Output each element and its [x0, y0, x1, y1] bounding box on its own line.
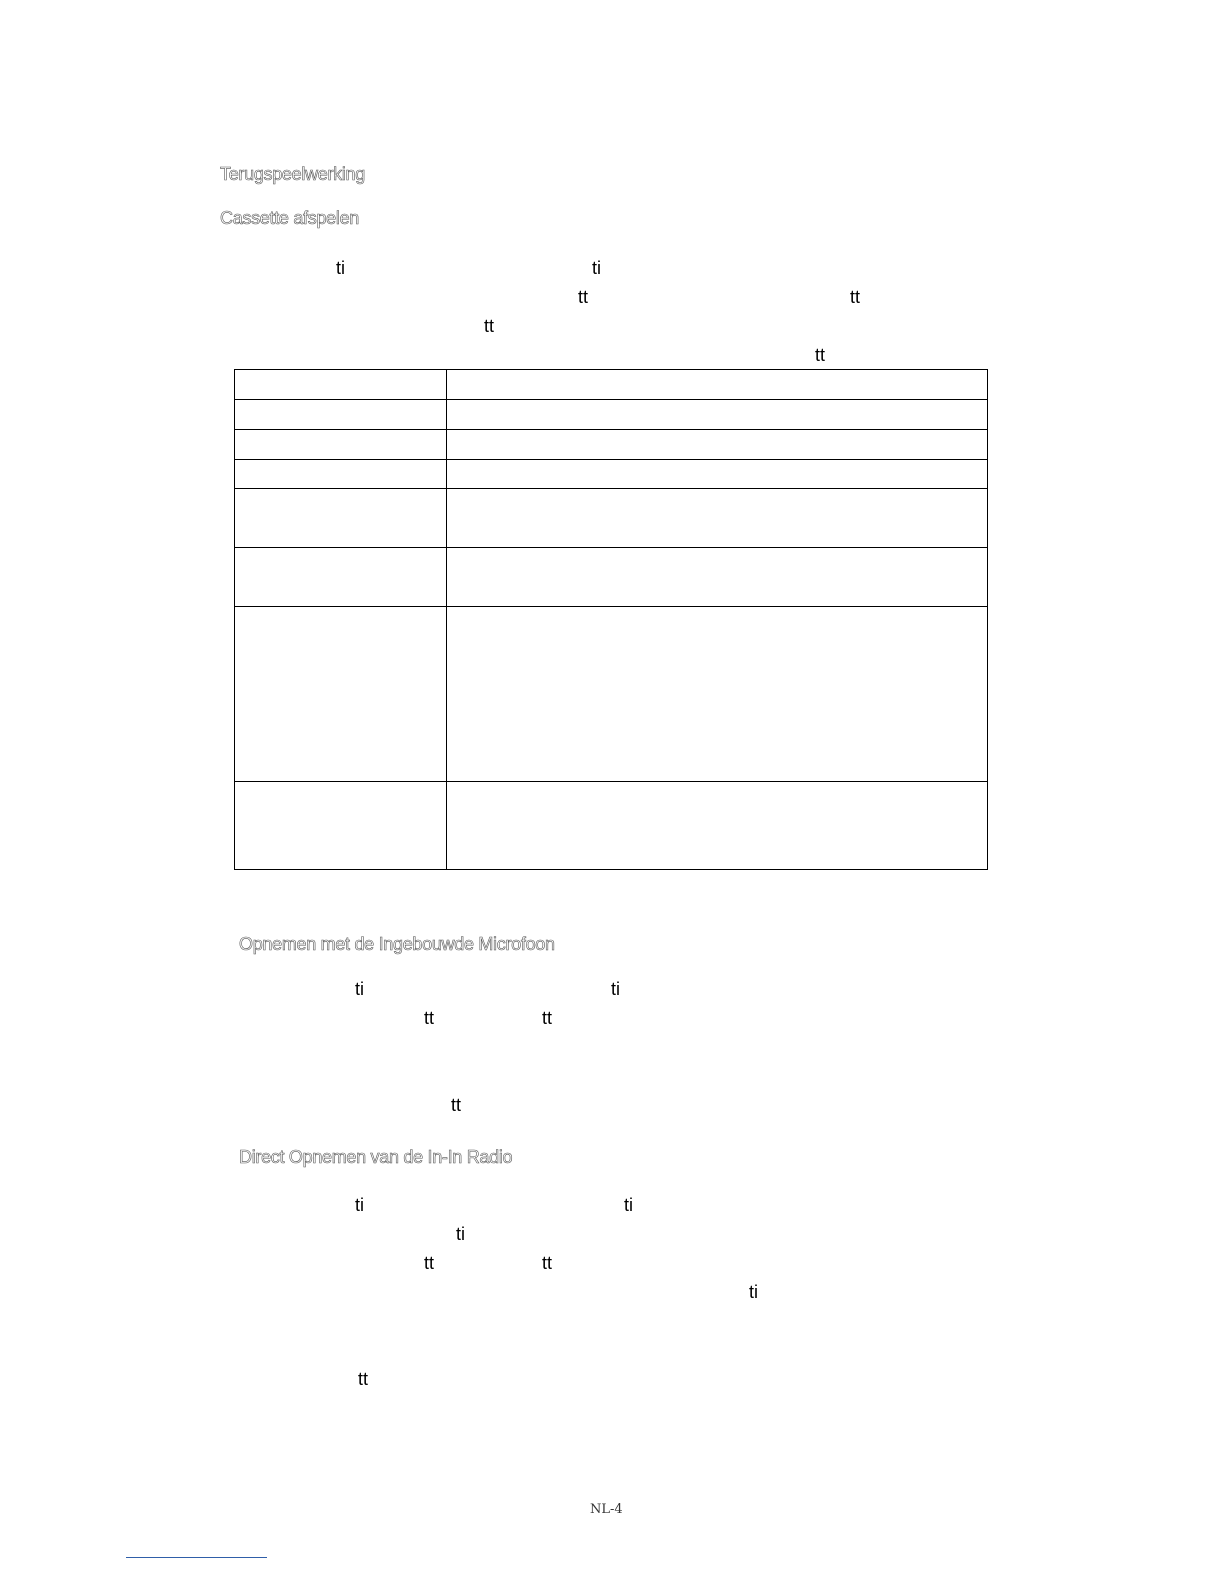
ligature-fragment: tt — [484, 316, 495, 336]
ligature-fragment: ti — [624, 1195, 633, 1215]
ligature-fragment: tt — [542, 1253, 553, 1273]
section-heading-record-radio: Direct Opnemen van de In-In Radio — [239, 1147, 513, 1167]
table-row — [235, 489, 988, 548]
table-row — [235, 370, 988, 400]
ligature-fragment: tt — [578, 287, 589, 307]
section-heading-cassette: Cassette afspelen — [220, 208, 359, 228]
table-cell-label — [235, 607, 447, 782]
section-heading-record-mic: Opnemen met de Ingebouwde Microfoon — [239, 934, 555, 954]
table-cell-text — [447, 607, 988, 782]
ligature-fragment: tt — [850, 287, 861, 307]
table-cell-text — [447, 430, 988, 460]
table-row — [235, 460, 988, 489]
table-cell-label — [235, 400, 447, 430]
ligature-fragment: tt — [451, 1095, 462, 1115]
ligature-fragment: ti — [456, 1224, 465, 1244]
ligature-fragment: ti — [336, 258, 345, 278]
ligature-fragment: tt — [542, 1008, 553, 1028]
table-row — [235, 782, 988, 870]
operations-table — [234, 369, 988, 870]
ligature-fragment: ti — [611, 979, 620, 999]
table-cell-label — [235, 548, 447, 607]
table-cell-label — [235, 782, 447, 870]
footnote-divider — [126, 1557, 267, 1558]
table-cell-text — [447, 370, 988, 400]
ligature-fragment: tt — [424, 1253, 435, 1273]
ligature-fragment: ti — [355, 979, 364, 999]
ligature-fragment: ti — [749, 1282, 758, 1302]
ligature-fragment: tt — [424, 1008, 435, 1028]
table-cell-label — [235, 460, 447, 489]
table-row — [235, 548, 988, 607]
table-cell-label — [235, 489, 447, 548]
ligature-fragment: ti — [355, 1195, 364, 1215]
table-cell-text — [447, 489, 988, 548]
page-number: NL-4 — [590, 1502, 623, 1517]
table-row — [235, 607, 988, 782]
table-cell-text — [447, 782, 988, 870]
table-row — [235, 400, 988, 430]
table-cell-label — [235, 370, 447, 400]
table-cell-text — [447, 460, 988, 489]
ligature-fragment: tt — [815, 345, 826, 365]
table-cell-text — [447, 548, 988, 607]
table-cell-label — [235, 430, 447, 460]
ligature-fragment: ti — [592, 258, 601, 278]
table-cell-text — [447, 400, 988, 430]
table-row — [235, 430, 988, 460]
section-heading-playback: Terugspeelwerking — [220, 164, 365, 184]
ligature-fragment: tt — [358, 1369, 369, 1389]
